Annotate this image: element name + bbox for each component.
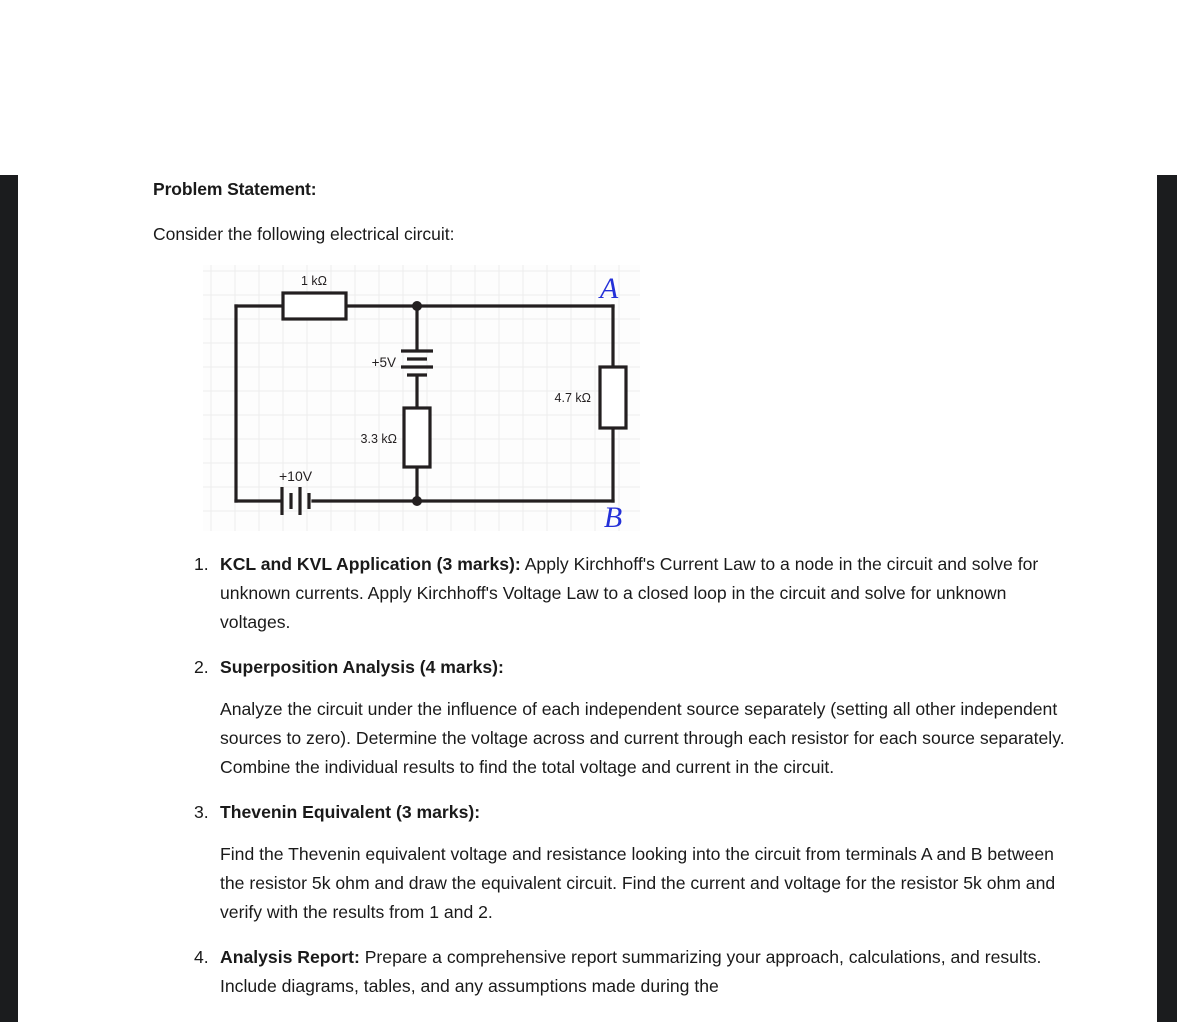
- circuit-diagram-svg: [203, 265, 640, 531]
- task-item-3: [220, 798, 1068, 927]
- resistor-r1-body: [283, 293, 346, 319]
- resistor-r2-label: 3.3 kΩ: [360, 432, 397, 446]
- task-item-1: [220, 550, 1068, 637]
- resistor-r3-label: 4.7 kΩ: [554, 391, 591, 405]
- intro-paragraph: Consider the following electrical circuit:: [153, 223, 455, 244]
- junction-node-top: [412, 301, 422, 311]
- battery-v1-label: +5V: [371, 355, 396, 370]
- terminal-b-marker: [604, 501, 622, 531]
- junction-node-bottom: [412, 496, 422, 506]
- task-2-lead: Superposition Analysis (4 marks):: [220, 657, 504, 678]
- task-1-inline-body: Apply Kirchhoff's Current Law to a node in the circuit and solve for unknown currents. Apply Kirchhoff's Voltage Law to a closed loop in the circuit and solve for unknown voltages.: [220, 554, 1039, 633]
- task-3-body: Find the Thevenin equivalent voltage and resistance looking into the circuit from terminals A and B between the resistor 5k ohm and draw the equivalent circuit. Find the current and voltage for the resistor 5k ohm and verify with the results from 1 and 2.: [220, 844, 1056, 923]
- terminal-a-label: A: [599, 272, 619, 305]
- document-text-column: [153, 178, 1033, 263]
- task-item-2: [220, 653, 1068, 782]
- task-3-lead: Thevenin Equivalent (3 marks):: [220, 802, 481, 823]
- task-2-body: Analyze the circuit under the influence of each independent source separately (setting all other independent sources to zero). Determine the voltage across and current through each resistor for each source separately. Combine the individual results to find the total voltage and current in the circuit.: [220, 699, 1065, 778]
- resistor-r2-body: [404, 408, 430, 467]
- task-list: [180, 550, 1068, 1001]
- battery-v2-label: +10V: [279, 468, 313, 484]
- task-4-inline-body: Prepare a comprehensive report summarizing your approach, calculations, and results. Include diagrams, tables, and any assumptions made during the: [220, 947, 1042, 997]
- terminal-a-marker: [598, 272, 619, 305]
- circuit-diagram-figure: [203, 265, 640, 531]
- task-item-4: [220, 943, 1068, 1001]
- task-1-lead: KCL and KVL Application (3 marks):: [220, 554, 521, 574]
- task-4-lead: Analysis Report:: [220, 947, 360, 968]
- page-title: Problem Statement:: [153, 179, 317, 199]
- resistor-r3-body: [600, 367, 626, 428]
- terminal-b-label: B: [603, 501, 623, 531]
- resistor-r1-label: 1 kΩ: [300, 274, 328, 288]
